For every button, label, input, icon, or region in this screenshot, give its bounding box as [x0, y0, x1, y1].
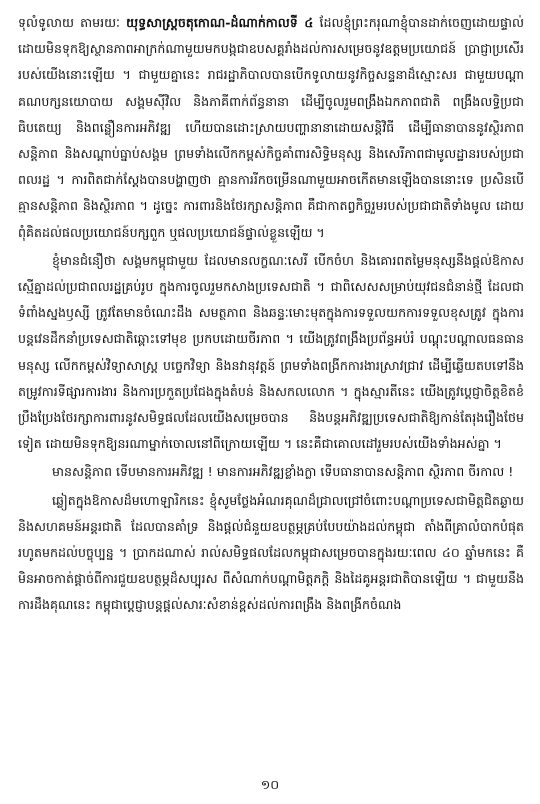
paragraph-3: [18, 459, 524, 485]
paragraph-1-lead: ទុលំទូលាយ តាមរយៈ: [18, 15, 127, 30]
paragraph-2: [18, 248, 524, 458]
paragraph-3-body: មានសន្តិភាព ទើបមានការអភិវឌ្ឍ ! មានការអភិវឌ្ឍខ្លាំងក្លា ទើបធានាបានសន្តិភាព ស្ថិរភាព ចីរកាល !: [52, 464, 514, 480]
paragraph-4: [18, 488, 524, 619]
paragraph-4-body: ឆ្លៀតក្នុងឱកាសដ៏មហោឡារិកនេះ ខ្ញុំសូមថ្លែងអំណរគុណដ៏ជ្រាលជ្រៅចំពោះបណ្ដាប្រទេសជាមិត្តជិតឆ្ងាយ និងសហគមន៍អន្តរជាតិ ដែលបានគាំទ្រ និងផ្ដល់ជំនួយឧបត្ថម្ភគ្រប់បែបយ៉ាងដល់កម្ពុជា តាំងពីគ្រាលំបាកបំផុតរហូតមកដល់បច្ចុប្បន្ន ។ ប្រាកដណាស់ រាល់សមិទ្ធផលដែលកម្ពុជាសម្រេចបានក្នុងរយៈពេល ៤០ ឆ្នាំមកនេះ គឺមិនអាចកាត់ផ្ដាច់ពីការជួយឧបត្ថម្ភដ៏សប្បុរស ពីសំណាក់បណ្ដាមិត្តភក្តិ និងដៃគូអន្តរជាតិបានឡើយ ។ ជាមួយនឹងការដឹងគុណនេះ កម្ពុជាប្ដេជ្ញាបន្តផ្ដល់សារៈសំខាន់ខ្ពស់ដល់ការពង្រឹង និងពង្រីកចំណង: [18, 492, 524, 613]
paragraph-1: [18, 10, 524, 246]
paragraph-1-body: ដែលខ្ញុំព្រះករុណាខ្ញុំបានដាក់ចេញដោយផ្ទាល់ ដោយមិនទុកឱ្យស្ថានភាពអាក្រក់ណាមួយមកបង្កជាឧបសគ្គរាំងដល់ការសម្រេចនូវឧត្តមប្រយោជន៍ ប្រាជ្ញាប្រសើររបស់យើងនោះឡើយ ។ ជាមួយគ្នានេះ រាជរដ្ឋាភិបាលបានបើកទូលាយនូវកិច្ចសន្ទនាដ៏ស្មោះសរ ជាមួយបណ្ដាគណបក្សនយោបាយ សង្គមស៊ីវិល និងភាគីពាក់ព័ន្ធនានា ដើម្បីចូលរួមពង្រឹងឯកភាពជាតិ ពង្រឹងលទ្ធិប្រជាធិបតេយ្យ និងពន្លឿនការអភិវឌ្ឍ ហើយបានដោះស្រាយបញ្ហានានាដោយសន្តិវិធី ដើម្បីធានាបាននូវស្ថិរភាព សន្តិភាព និងសណ្ដាប់ធ្នាប់សង្គម ព្រមទាំងលើកកម្ពស់កិច្ចគាំពារសិទ្ធិមនុស្ស និងសេរីភាពជាមូលដ្ឋានរបស់ប្រជាពលរដ្ឋ ។ ការពិតជាក់ស្ដែងបានបង្ហាញថា គ្មានការរីកចម្រើនណាមួយអាចកើតមានឡើងបាននោះទេ ប្រសិនបើគ្មានសន្តិភាព និងស្ថិរភាព ។ ដូច្នេះ ការពារនិងថែរក្សាសន្តិភាព គឺជាកាតព្វកិច្ចរួមរបស់ប្រជាជាតិទាំងមូល ដោយពុំគិតដល់ផលប្រយោជន៍បក្សពួក ឬផលប្រយោជន៍ផ្ទាល់ខ្លួនឡើយ ។: [18, 15, 524, 240]
strategy-title-highlight: យុទ្ធសាស្ត្រចតុកោណ-ដំណាក់កាលទី ៤: [126, 15, 314, 30]
paragraph-2-body: ខ្ញុំមានជំនឿថា សង្គមកម្ពុជាមួយ ដែលមានលក្ខណៈសេរី បើកចំហ និងគោរពតម្លៃមនុស្សនឹងផ្ដល់ឱកាសស្មើគ្នាដល់ប្រជាពលរដ្ឋគ្រប់រូប ក្នុងការចូលរួមកសាងប្រទេសជាតិ ។ ជាពិសេសសម្រាប់យុវជនជំនាន់ថ្មី ដែលជាទំពាំងស្នងឫស្សី ត្រូវតែមានចំណេះដឹង សមត្ថភាព និងឆន្ទៈមោះមុតក្នុងការទទួលយកការទទួលខុសត្រូវ ក្នុងការបន្តវេនដឹកនាំប្រទេសជាតិឆ្ពោះទៅមុខ ប្រកបដោយចីរភាព ។ យើងត្រូវពង្រឹងប្រព័ន្ធអប់រំ បណ្ដុះបណ្ដាលធនធានមនុស្ស លើកកម្ពស់វិទ្យាសាស្ត្រ បច្ចេកវិទ្យា និងនវានុវត្តន៍ ព្រមទាំងពង្រីកការងារស្រាវជ្រាវ ដើម្បីឆ្លើយតបទៅនឹងតម្រូវការទីផ្សារការងារ និងការប្រកួតប្រជែងក្នុងតំបន់ និងសកលលោក ។ ក្នុងស្មារតីនេះ យើងត្រូវប្ដេជ្ញាចិត្តខិតខំប្រឹងប្រែងថែរក្សាការពារនូវសមិទ្ធផលដែលយើងសម្រេចបាន និងបន្តអភិវឌ្ឍប្រទេសជាតិឱ្យកាន់តែរុងរឿងថែមទៀត ដោយមិនទុកឱ្យនរណាម្នាក់ចោលនៅពីក្រោយឡើយ ។ នេះគឺជាគោលដៅរួមរបស់យើងទាំងអស់គ្នា ។: [18, 252, 524, 452]
page-number: ១០: [260, 777, 280, 792]
